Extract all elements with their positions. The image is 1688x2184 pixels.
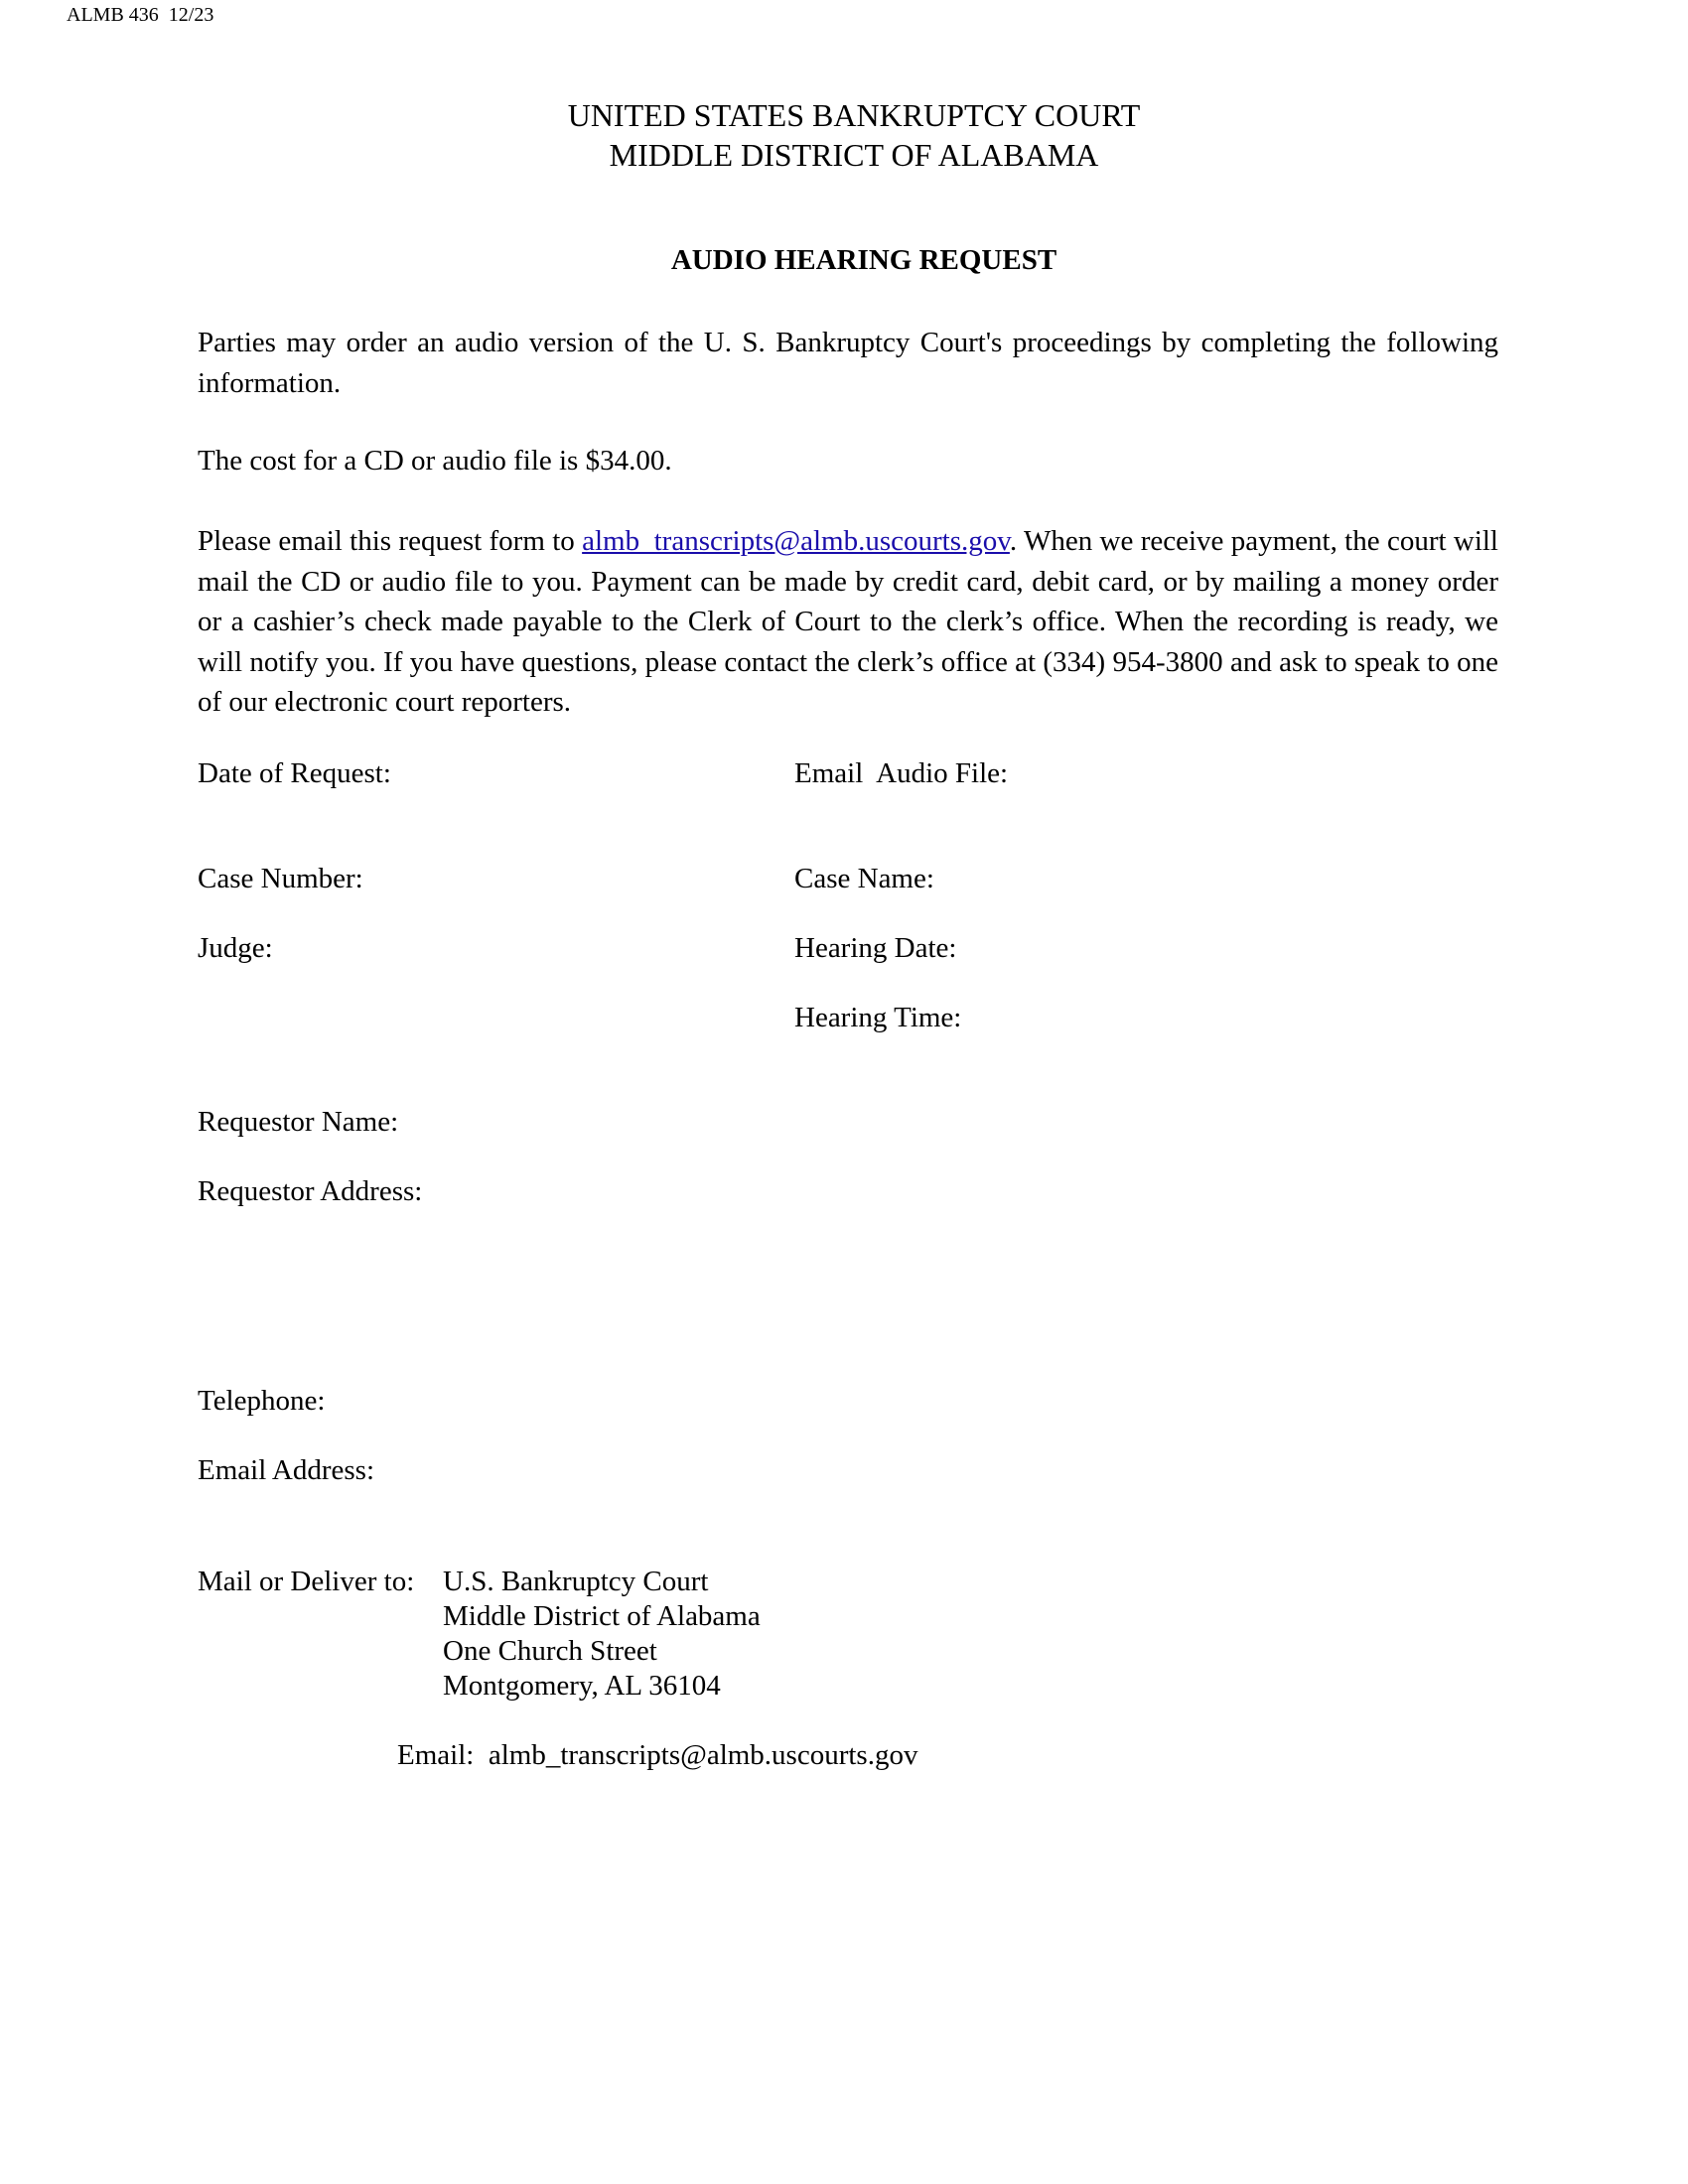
form-code: ALMB 436 12/23 (67, 4, 214, 26)
court-district: MIDDLE DISTRICT OF ALABAMA (609, 137, 1099, 173)
address-line: Montgomery, AL 36104 (443, 1670, 721, 1702)
requestor-address-label: Requestor Address: (198, 1175, 423, 1207)
email-value: almb_transcripts@almb.uscourts.gov (488, 1739, 918, 1771)
mail-deliver-label: Mail or Deliver to: (198, 1566, 415, 1597)
court-name: UNITED STATES BANKRUPTCY COURT (567, 97, 1141, 133)
email-contact (397, 1739, 917, 1772)
email-label: Email: (397, 1739, 475, 1771)
instructions-text-before: Please email this request form to (198, 525, 583, 557)
requestor-name-label: Requestor Name: (198, 1106, 399, 1138)
instructions-text-after: . When we receive payment, the court will mail the CD or audio file to you. Payment can be made by credit card, debit card, or by mailing a money order or a cashier’s check made payable to the Clerk of Court to the clerk’s office. When the recording is ready, we will notify you. If you have questions, please contact the clerk’s office at (334) 954-3800 and ask to speak to one of our electronic court reporters. (198, 525, 1498, 718)
address-line: One Church Street (443, 1635, 657, 1667)
cost-paragraph: The cost for a CD or audio file is $34.00. (198, 445, 672, 477)
case-number-label: Case Number: (198, 863, 363, 894)
case-name-label: Case Name: (794, 863, 934, 894)
telephone-label: Telephone: (198, 1385, 326, 1417)
address-line: U.S. Bankruptcy Court (443, 1566, 709, 1597)
email-address-label: Email Address: (198, 1454, 375, 1486)
judge-label: Judge: (198, 932, 273, 964)
date-of-request-label: Date of Request: (198, 757, 391, 789)
hearing-date-label: Hearing Date: (794, 932, 957, 964)
address-line: Middle District of Alabama (443, 1600, 761, 1632)
mailing-address (443, 1565, 761, 1704)
hearing-time-label: Hearing Time: (794, 1002, 962, 1033)
email-audio-file-label: Email Audio File: (794, 757, 1009, 789)
intro-paragraph: Parties may order an audio version of the U. S. Bankruptcy Court's proceedings by completing the following information. (198, 327, 1498, 399)
instructions-paragraph (198, 521, 1498, 723)
transcripts-email-link[interactable]: almb_transcripts@almb.uscourts.gov (582, 525, 1010, 557)
court-header (0, 95, 1688, 175)
form-title: AUDIO HEARING REQUEST (670, 244, 1057, 276)
